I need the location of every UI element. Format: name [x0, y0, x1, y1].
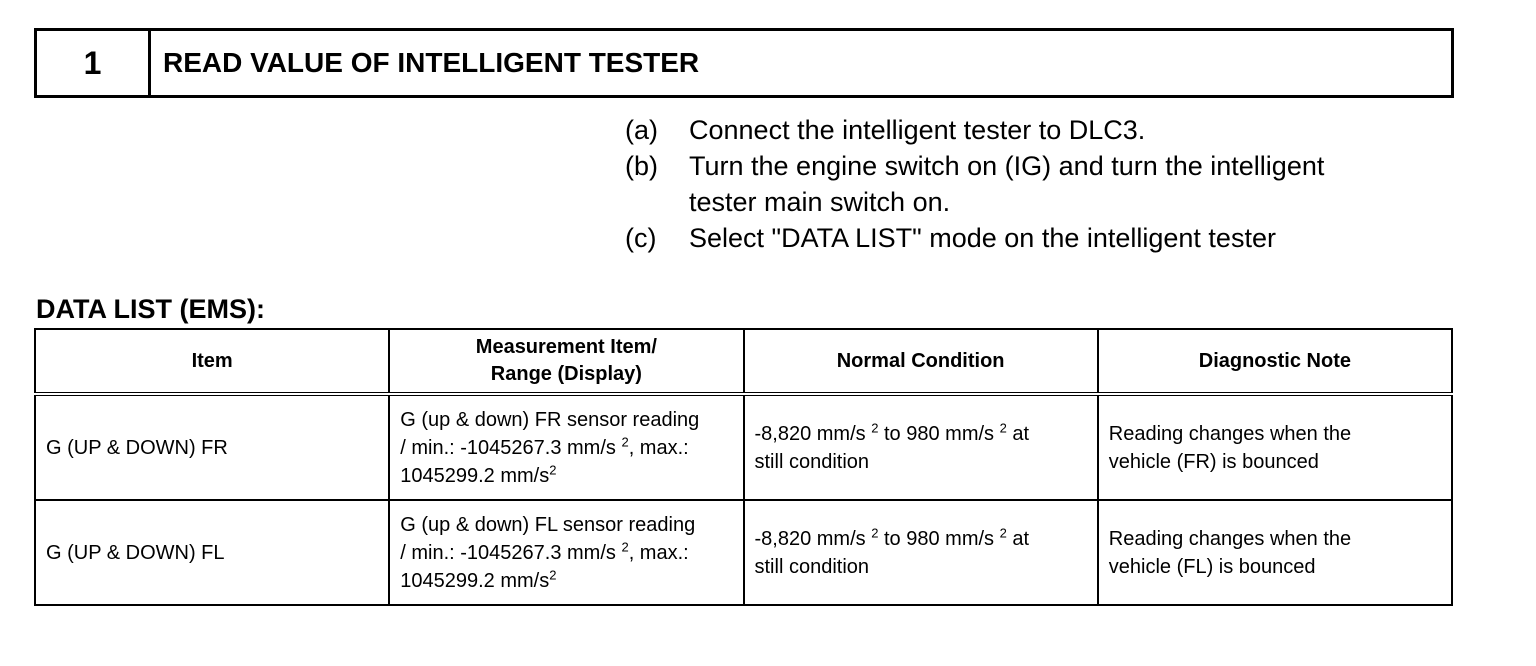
note-line: vehicle (FR) is bounced	[1108, 450, 1319, 473]
instruction-item	[625, 112, 1425, 148]
condition-text: at	[1006, 422, 1030, 445]
instruction-item	[625, 220, 1425, 256]
instruction-item	[625, 148, 1425, 220]
header-diagnostic-note: Diagnostic Note	[1098, 329, 1452, 394]
range-line: G (up & down) FR sensor reading	[400, 408, 700, 431]
cell-range	[389, 394, 743, 500]
instruction-letter: (c)	[625, 223, 657, 253]
data-list-heading: DATA LIST (EMS):	[36, 294, 265, 324]
range-text: 1045299.2 mm/s	[400, 569, 550, 592]
cell-normal-condition	[744, 394, 1098, 500]
note-line: Reading changes when the	[1108, 422, 1352, 445]
instruction-text	[689, 112, 1425, 148]
condition-text: to 980 mm/s	[878, 422, 1000, 445]
condition-text: -8,820 mm/s	[754, 527, 872, 550]
instruction-line: Turn the engine switch on (IG) and turn the intelligent	[689, 151, 1325, 181]
cell-diagnostic-note	[1098, 394, 1452, 500]
instruction-letter: (a)	[625, 115, 658, 145]
condition-line	[755, 420, 1087, 448]
cell-item: G (UP & DOWN) FR	[35, 394, 389, 500]
range-line	[400, 434, 732, 462]
range-text: , max.:	[628, 436, 689, 459]
superscript: 2	[999, 419, 1007, 435]
header-measurement	[389, 329, 743, 394]
data-list-table	[34, 328, 1453, 606]
superscript: 2	[621, 433, 629, 449]
instruction-text	[689, 148, 1425, 220]
superscript: 2	[549, 461, 557, 477]
condition-text: at	[1006, 527, 1030, 550]
step-number: 1	[37, 31, 151, 95]
range-line	[400, 462, 732, 490]
cell-item: G (UP & DOWN) FL	[35, 500, 389, 605]
superscript: 2	[549, 566, 557, 582]
range-text: / min.: -1045267.3 mm/s	[400, 436, 622, 459]
instruction-line: Connect the intelligent tester to DLC3.	[689, 115, 1146, 145]
superscript: 2	[621, 538, 629, 554]
range-line	[400, 539, 732, 567]
table-row	[35, 394, 1452, 500]
instruction-text	[689, 220, 1425, 256]
header-measurement-line: Measurement Item/	[475, 336, 657, 358]
cell-diagnostic-note	[1098, 500, 1452, 605]
condition-line: still condition	[754, 450, 870, 473]
instruction-line: tester main switch on.	[689, 187, 951, 217]
step-title: READ VALUE OF INTELLIGENT TESTER	[163, 47, 700, 78]
condition-text: -8,820 mm/s	[754, 422, 872, 445]
instruction-list	[625, 112, 1425, 256]
step-header	[34, 28, 1454, 98]
range-line: G (up & down) FL sensor reading	[400, 513, 696, 536]
cell-range	[389, 500, 743, 605]
superscript: 2	[871, 419, 879, 435]
range-line	[400, 567, 732, 595]
header-measurement-line: Range (Display)	[490, 363, 642, 385]
instruction-line: Select "DATA LIST" mode on the intelligent tester	[689, 223, 1276, 253]
superscript: 2	[999, 524, 1007, 540]
header-normal-condition: Normal Condition	[744, 329, 1098, 394]
condition-line: still condition	[754, 555, 870, 578]
table-header-row	[35, 329, 1452, 394]
range-text: , max.:	[628, 541, 689, 564]
range-text: 1045299.2 mm/s	[400, 464, 550, 487]
cell-normal-condition	[744, 500, 1098, 605]
note-line: Reading changes when the	[1108, 527, 1352, 550]
instruction-letter: (b)	[625, 151, 658, 181]
header-item: Item	[35, 329, 389, 394]
condition-text: to 980 mm/s	[878, 527, 1000, 550]
condition-line	[755, 525, 1087, 553]
note-line: vehicle (FL) is bounced	[1108, 555, 1316, 578]
table-row	[35, 500, 1452, 605]
superscript: 2	[871, 524, 879, 540]
range-text: / min.: -1045267.3 mm/s	[400, 541, 622, 564]
